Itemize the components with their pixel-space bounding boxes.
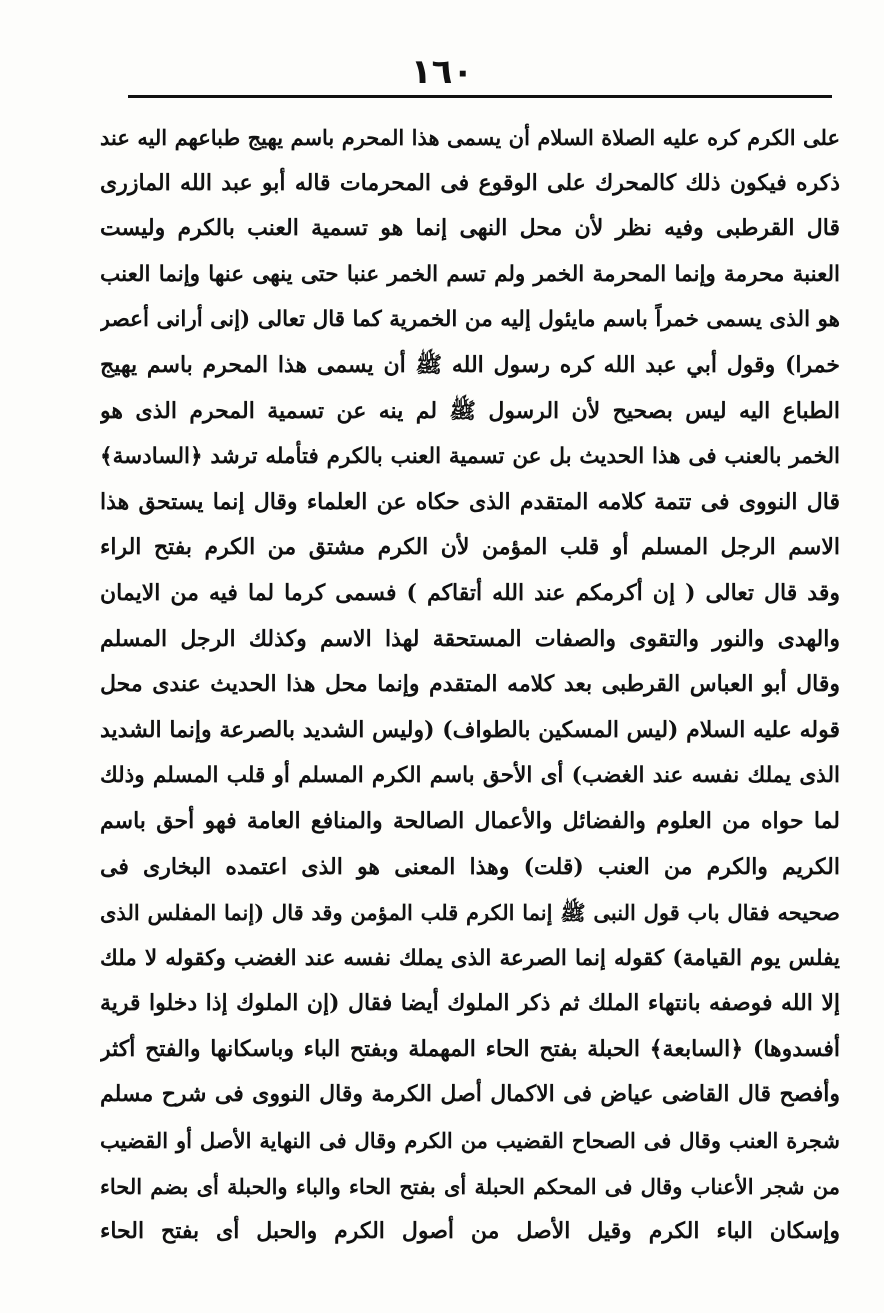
text-line: قال النووى فى تتمة كلامه المتقدم الذى حكاه عن العلماء وقال إنما يستحق هذا [100,488,840,515]
text-line: هو الذى يسمى خمراً باسم مايئول إليه من الخمرية كما قال تعالى (إنى أرانى أعصر [100,307,840,333]
text-line: الاسم الرجل المسلم أو قلب المؤمن لأن الكرم مشتق من الكرم بفتح الراء [100,534,840,561]
text-line: ذكره فيكون ذلك كالمحرك على الوقوع فى المحرمات قاله أبو عبد الله المازرى [100,169,840,196]
text-line: وقال أبو العباس القرطبى بعد كلامه المتقدم وإنما محل هذا الحديث عندى محل [100,671,840,698]
text-line: لما حواه من العلوم والفضائل والأعمال الصالحة والمنافع العامة فهو أحق باسم [100,807,840,834]
text-line: إلا الله فوصفه بانتهاء الملك ثم ذكر الملوك أيضا فقال (إن الملوك إذا دخلوا قرية [100,990,840,1017]
text-line: على الكرم كره عليه الصلاة السلام أن يسمى هذا المحرم باسم يهيج طباعهم اليه عند [100,125,840,150]
text-line: صحيحه فقال باب قول النبى ﷺ إنما الكرم قلب المؤمن وقد قال (إنما المفلس الذى [100,900,840,926]
text-line: العنبة محرمة وإنما المحرمة الخمر ولم تسم الخمر عنبا حتى ينهى عنها وإنما العنب [100,261,840,287]
text-line: قوله عليه السلام (ليس المسكين بالطواف) (وليس الشديد بالصرعة وإنما الشديد [100,716,840,743]
text-line: خمرا) وقول أبي عبد الله كره رسول الله ﷺ أن يسمى هذا المحرم باسم يهيج [100,351,840,378]
text-line: قال القرطبى وفيه نظر لأن محل النهى إنما هو تسمية العنب بالكرم وليست [100,215,840,242]
text-line: وأفصح قال القاضى عياض فى الاكمال أصل الكرمة وقال النووى فى شرح مسلم [100,1081,840,1108]
text-line: وإسكان الباء الكرم وقيل الأصل من أصول الكرم والحبل أى بفتح الحاء [100,1218,840,1245]
text-line: أفسدوها) ﴿السابعة﴾ الحبلة بفتح الحاء المهملة وبفتح الباء وباسكانها والفتح أكثر [100,1035,840,1062]
page-header [0,52,884,92]
text-line: شجرة العنب وقال فى الصحاح القضيب من الكرم وقال فى النهاية الأصل أو القضيب [100,1128,840,1154]
text-line: الذى يملك نفسه عند الغضب) أى الأحق باسم الكرم المسلم أو قلب المسلم وذلك [100,763,840,789]
text-line: الخمر بالعنب فى هذا الحديث بل عن تسمية العنب بالكرم فتأمله ترشد ﴿السادسة﴾ [100,444,840,470]
page-number: ١٦٠ [410,52,474,92]
text-line: وقد قال تعالى ( إن أكرمكم عند الله أتقاكم ) فسمى كرما لما فيه من الايمان [100,579,840,606]
text-line: الكريم والكرم من العنب (قلت) وهذا المعنى هو الذى اعتمده البخارى فى [100,853,840,880]
text-line: من شجر الأعناب وقال فى المحكم الحبلة أى بفتح الحاء والباء والحبلة أى بضم الحاء [100,1173,840,1199]
text-line: الطباع اليه ليس بصحيح لأن الرسول ﷺ لم ينه عن تسمية المحرم الذى هو [100,397,840,424]
text-line: يفلس يوم القيامة) كقوله إنما الصرعة الذى يملك نفسه عند الغضب وكقوله لا ملك [100,945,840,971]
body-text [100,115,840,1255]
text-line: والهدى والنور والتقوى والصفات المستحقة لهذا الاسم وكذلك الرجل المسلم [100,625,840,652]
header-rule [128,95,832,98]
